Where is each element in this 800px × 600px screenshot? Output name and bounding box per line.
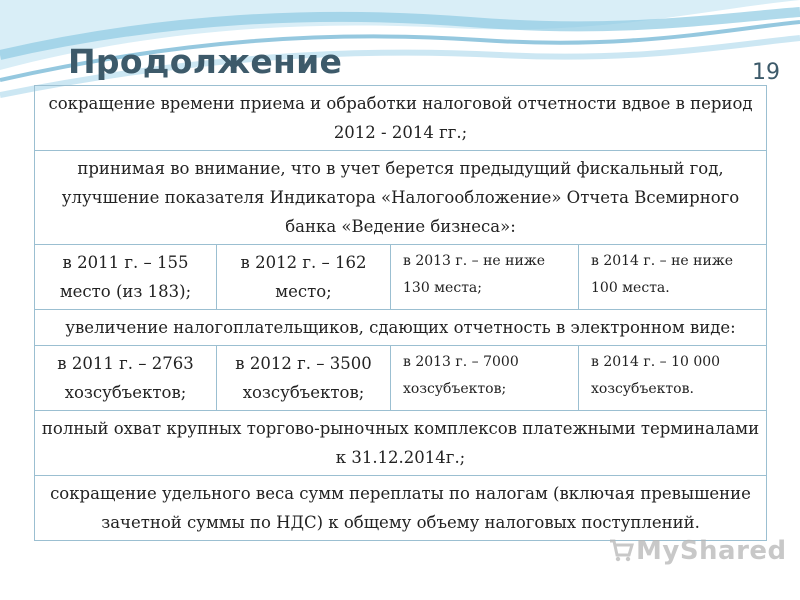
cell-entities-2013: в 2013 г. – 7000 хозсубъектов; [391, 346, 579, 411]
watermark-text: MyShared [636, 536, 787, 566]
table-row [35, 245, 767, 310]
table-row [35, 86, 767, 151]
row-overpayment-reduction: сокращение удельного веса сумм переплаты по налогам (включая превышение зачетной суммы по НДС) к общему объему налоговых поступлений. [35, 476, 767, 541]
table-row [35, 411, 767, 476]
watermark [608, 536, 787, 566]
row-electronic-reporting: увеличение налогоплательщиков, сдающих отчетность в электронном виде: [35, 310, 767, 346]
row-payment-terminals: полный охват крупных торгово-рыночных комплексов платежными терминалами к 31.12.2014г.; [35, 411, 767, 476]
cell-entities-2011: в 2011 г. – 2763 хозсубъектов; [35, 346, 217, 411]
table-row [35, 476, 767, 541]
cart-icon [608, 537, 634, 563]
content-table [34, 85, 767, 541]
table-row [35, 346, 767, 411]
page-number: 19 [752, 60, 780, 85]
cell-rank-2014: в 2014 г. – не ниже 100 места. [579, 245, 767, 310]
row-tax-reporting: сокращение времени приема и обработки налоговой отчетности вдвое в период 2012 - 2014 гг.; [35, 86, 767, 151]
cell-entities-2012: в 2012 г. – 3500 хозсубъектов; [217, 346, 391, 411]
cell-entities-2014: в 2014 г. – 10 000 хозсубъектов. [579, 346, 767, 411]
cell-rank-2012: в 2012 г. – 162 место; [217, 245, 391, 310]
cell-rank-2013: в 2013 г. – не ниже 130 места; [391, 245, 579, 310]
row-world-bank-indicator: принимая во внимание, что в учет берется предыдущий фискальный год, улучшение показателя Индикатора «Налогообложение» Отчета Всемирного банка «Ведение бизнеса»: [35, 151, 767, 245]
table-row [35, 151, 767, 245]
cell-rank-2011: в 2011 г. – 155 место (из 183); [35, 245, 217, 310]
table-row [35, 310, 767, 346]
slide-title: Продолжение [68, 42, 343, 81]
